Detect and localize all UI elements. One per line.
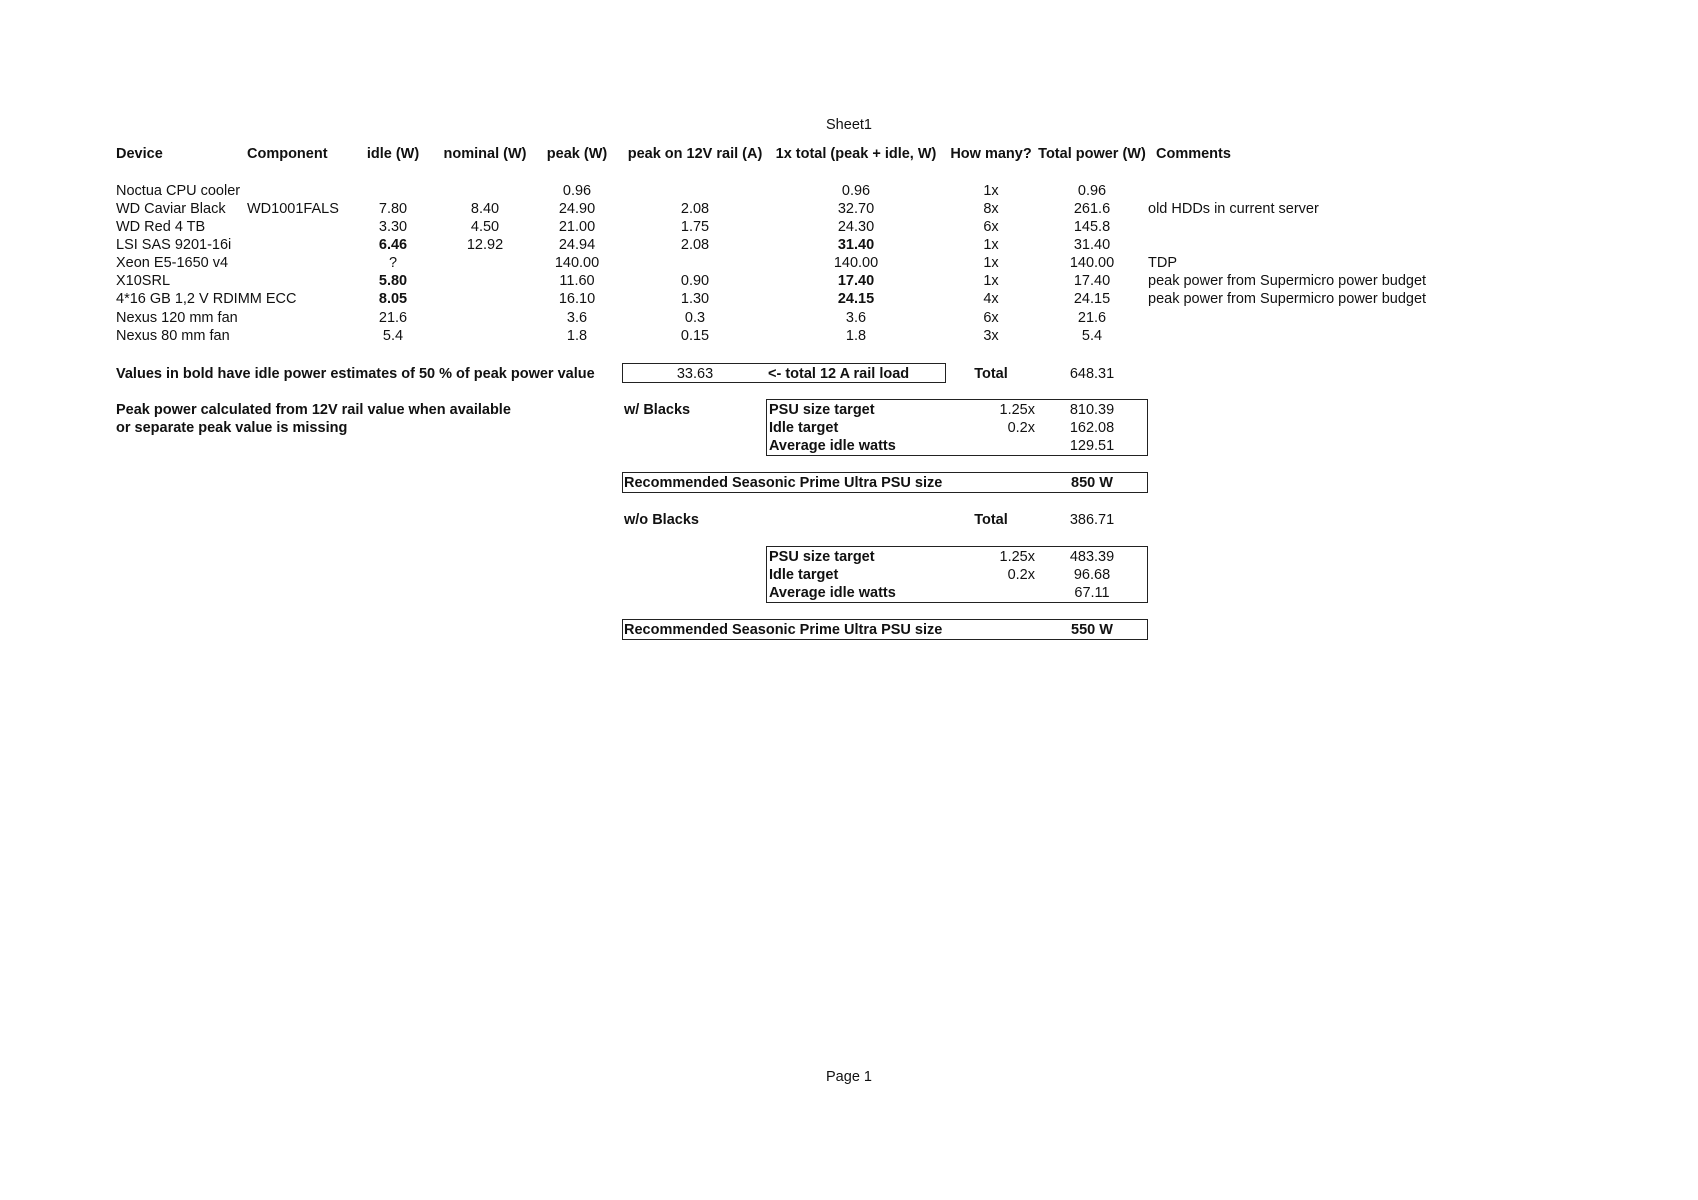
cell-total-power: 5.4 [1081, 328, 1103, 344]
cell-device: Nexus 80 mm fan [116, 328, 230, 344]
cell-peak: 3.6 [566, 310, 588, 326]
sheet-title: Sheet1 [826, 117, 872, 133]
cell-how-many: 1x [983, 237, 999, 253]
header-device: Device [116, 146, 163, 162]
psu-size-target-value: 810.39 [1069, 402, 1115, 418]
idle-target-value: 96.68 [1073, 567, 1111, 583]
cell-1x-total: 3.6 [845, 310, 867, 326]
average-idle-label: Average idle watts [769, 585, 896, 601]
bold-values-note: Values in bold have idle power estimates of 50 % of peak power value [116, 366, 595, 382]
cell-nominal: 12.92 [466, 237, 504, 253]
cell-how-many: 6x [983, 219, 999, 235]
cell-1x-total: 24.30 [837, 219, 875, 235]
cell-1x-total: 17.40 [837, 273, 875, 289]
header-1x-total: 1x total (peak + idle, W) [775, 146, 937, 162]
cell-device: LSI SAS 9201-16i [116, 237, 232, 253]
cell-device: X10SRL [116, 273, 171, 289]
recommended-psu-value: 850 W [1071, 475, 1113, 491]
cell-device: Noctua CPU cooler [116, 183, 241, 199]
cell-comment: peak power from Supermicro power budget [1148, 291, 1427, 307]
cell-peak: 11.60 [559, 273, 595, 289]
cell-rail: 2.08 [680, 237, 710, 253]
recommended-psu-value: 550 W [1071, 622, 1113, 638]
cell-1x-total: 140.00 [833, 255, 879, 271]
cell-idle: 21.6 [378, 310, 408, 326]
cell-peak: 140.00 [554, 255, 600, 271]
cell-rail: 1.30 [680, 291, 710, 307]
grand-total-value: 648.31 [1069, 366, 1115, 382]
with-blacks-heading: w/ Blacks [624, 402, 691, 418]
cell-total-power: 31.40 [1073, 237, 1111, 253]
cell-comment: peak power from Supermicro power budget [1148, 273, 1427, 289]
cell-nominal: 4.50 [470, 219, 500, 235]
average-idle-label: Average idle watts [769, 438, 896, 454]
header-nominal: nominal (W) [443, 146, 527, 162]
idle-target-label: Idle target [769, 567, 839, 583]
cell-peak: 16.10 [558, 291, 596, 307]
without-blacks-total-value: 386.71 [1069, 512, 1115, 528]
cell-total-power: 0.96 [1077, 183, 1107, 199]
without-blacks-total-label: Total [974, 512, 1008, 528]
grand-total-label: Total [974, 366, 1008, 382]
cell-1x-total: 31.40 [837, 237, 875, 253]
cell-nominal: 8.40 [470, 201, 500, 217]
cell-component: WD1001FALS [247, 201, 339, 217]
cell-idle: ? [388, 255, 398, 271]
cell-total-power: 145.8 [1073, 219, 1111, 235]
cell-how-many: 4x [983, 291, 999, 307]
cell-device: WD Caviar Black [116, 201, 226, 217]
cell-device: Nexus 120 mm fan [116, 310, 238, 326]
idle-target-factor: 0.2x [1007, 420, 1035, 436]
cell-how-many: 1x [983, 255, 999, 271]
cell-how-many: 3x [983, 328, 999, 344]
cell-total-power: 17.40 [1073, 273, 1111, 289]
cell-rail: 0.3 [684, 310, 706, 326]
cell-total-power: 21.6 [1077, 310, 1107, 326]
header-component: Component [247, 146, 328, 162]
cell-comment: old HDDs in current server [1148, 201, 1319, 217]
cell-idle: 5.80 [378, 273, 408, 289]
cell-how-many: 1x [983, 273, 999, 289]
cell-device: WD Red 4 TB [116, 219, 206, 235]
cell-comment: TDP [1148, 255, 1177, 271]
average-idle-value: 67.11 [1074, 585, 1110, 601]
cell-idle: 3.30 [378, 219, 408, 235]
cell-1x-total: 24.15 [837, 291, 875, 307]
cell-peak: 21.00 [558, 219, 596, 235]
psu-size-factor: 1.25x [999, 549, 1035, 565]
rail-load-label: <- total 12 A rail load [768, 366, 910, 382]
idle-target-factor: 0.2x [1007, 567, 1035, 583]
cell-rail: 2.08 [680, 201, 710, 217]
idle-target-value: 162.08 [1069, 420, 1115, 436]
cell-rail: 1.75 [680, 219, 710, 235]
cell-total-power: 140.00 [1069, 255, 1115, 271]
cell-device: 4*16 GB 1,2 V RDIMM ECC [116, 291, 297, 307]
cell-peak: 24.90 [558, 201, 596, 217]
cell-how-many: 6x [983, 310, 999, 326]
cell-peak: 0.96 [562, 183, 592, 199]
cell-idle: 6.46 [378, 237, 408, 253]
recommended-psu-label: Recommended Seasonic Prime Ultra PSU size [624, 622, 943, 638]
header-how-many: How many? [950, 146, 1032, 162]
header-rail: peak on 12V rail (A) [627, 146, 763, 162]
cell-idle: 5.4 [382, 328, 404, 344]
cell-total-power: 261.6 [1073, 201, 1111, 217]
cell-device: Xeon E5-1650 v4 [116, 255, 229, 271]
cell-1x-total: 0.96 [841, 183, 871, 199]
cell-total-power: 24.15 [1073, 291, 1111, 307]
page-number: Page 1 [826, 1069, 872, 1085]
peak-calc-note-line1: Peak power calculated from 12V rail value when available [116, 402, 511, 418]
cell-rail: 0.90 [680, 273, 710, 289]
rail-load-value: 33.63 [676, 366, 714, 382]
psu-size-factor: 1.25x [999, 402, 1035, 418]
peak-calc-note-line2: or separate peak value is missing [116, 420, 348, 436]
cell-how-many: 1x [983, 183, 999, 199]
psu-size-target-value: 483.39 [1069, 549, 1115, 565]
cell-peak: 24.94 [558, 237, 596, 253]
cell-peak: 1.8 [566, 328, 588, 344]
without-blacks-heading: w/o Blacks [624, 512, 699, 528]
psu-size-target-label: PSU size target [769, 549, 875, 565]
cell-idle: 8.05 [378, 291, 408, 307]
cell-how-many: 8x [983, 201, 999, 217]
cell-rail: 0.15 [680, 328, 710, 344]
header-comments: Comments [1156, 146, 1231, 162]
recommended-psu-label: Recommended Seasonic Prime Ultra PSU size [624, 475, 943, 491]
psu-size-target-label: PSU size target [769, 402, 875, 418]
average-idle-value: 129.51 [1069, 438, 1115, 454]
cell-1x-total: 32.70 [837, 201, 875, 217]
cell-idle: 7.80 [378, 201, 408, 217]
header-peak: peak (W) [546, 146, 608, 162]
cell-1x-total: 1.8 [845, 328, 867, 344]
idle-target-label: Idle target [769, 420, 839, 436]
header-total-power: Total power (W) [1038, 146, 1146, 162]
header-idle: idle (W) [366, 146, 420, 162]
